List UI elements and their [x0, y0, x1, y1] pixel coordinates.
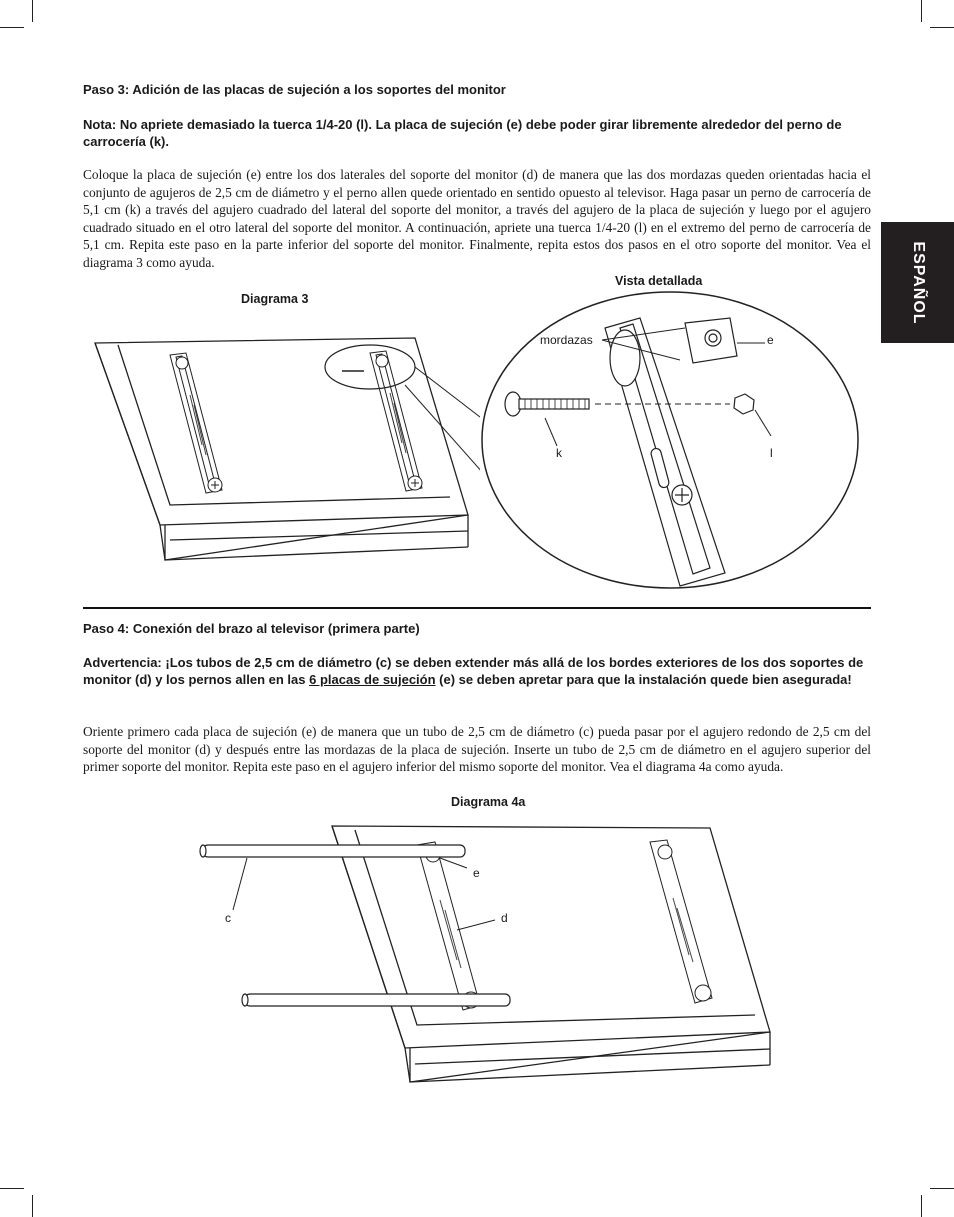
detail-view	[475, 288, 865, 593]
language-tab-label: ESPAÑOL	[909, 240, 927, 325]
diagram3-caption: Diagrama 3	[241, 292, 309, 306]
label-e: e	[767, 333, 774, 347]
section-divider	[83, 607, 871, 609]
step3-note: Nota: No apriete demasiado la tuerca 1/4-20 (l). La placa de sujeción (e) debe poder girar libremente alrededor del perno de carrocería (k).	[83, 117, 842, 149]
crop-mark	[921, 1195, 922, 1217]
step4-warning-text: Advertencia: ¡Los tubos de 2,5 cm de diámetro (c) se deben extender más allá de los bordes exteriores de los dos soportes de monitor (d) y los pernos allen en las	[83, 655, 864, 687]
crop-mark	[930, 27, 954, 28]
crop-mark	[930, 1188, 954, 1189]
diagram3-panel	[90, 335, 480, 570]
diagram4a	[195, 820, 775, 1088]
label-mordazas: mordazas	[540, 333, 593, 347]
detail-view-caption: Vista detallada	[615, 274, 703, 288]
step4-title: Paso 4: Conexión del brazo al televisor (primera parte)	[83, 621, 420, 636]
crop-mark	[32, 0, 33, 22]
label-l: l	[770, 446, 773, 460]
crop-mark	[0, 1188, 24, 1189]
step3-body: Coloque la placa de sujeción (e) entre los dos laterales del soporte del monitor (d) de manera que las dos mordazas queden orientadas hacia el conjunto de agujeros de 2,5 cm de diámetro y el perno allen quede orientado en sentido opuesto al televisor. Haga pasar un perno de carrocería de 5,1 cm (k) a través del agujero cuadrado del lateral del soporte del monitor, a través del agujero de la placa de sujeción y luego por el agujero cuadrado situado en el otro lateral del soporte del monitor. A continuación, apriete una tuerca 1/4-20 (l) en el extremo del perno de carrocería de 5,1 cm. Repita este paso en la parte inferior del soporte del monitor. Finalmente, repita estos dos pasos en el otro soporte del monitor. Vea el diagrama 3 como ayuda.	[83, 167, 871, 270]
step4-warning	[83, 654, 871, 688]
crop-mark	[921, 0, 922, 22]
step3-title: Paso 3: Adición de las placas de sujeción a los soportes del monitor	[83, 82, 506, 97]
label-e-4a: e	[473, 866, 480, 880]
step4-warning-text-end: (e) se deben apretar para que la instalación quede bien asegurada!	[435, 672, 852, 687]
label-k: k	[556, 446, 562, 460]
step4-warning-underlined: 6 placas de sujeción	[309, 672, 436, 687]
language-tab	[881, 222, 954, 343]
crop-mark	[32, 1195, 33, 1217]
label-c: c	[225, 911, 231, 925]
diagram4a-caption: Diagrama 4a	[451, 795, 526, 809]
label-d: d	[501, 911, 508, 925]
step4-body: Oriente primero cada placa de sujeción (e) de manera que un tubo de 2,5 cm de diámetro (c) pueda pasar por el agujero redondo de 2,5 cm del soporte del monitor (d) y después entre las mordazas de la placa de sujeción. Inserte un tubo de 2,5 cm de diámetro en el agujero superior del primer soporte del monitor. Repita este paso en el agujero inferior del mismo soporte del monitor. Vea el diagrama 4a como ayuda.	[83, 724, 871, 774]
crop-mark	[0, 27, 24, 28]
